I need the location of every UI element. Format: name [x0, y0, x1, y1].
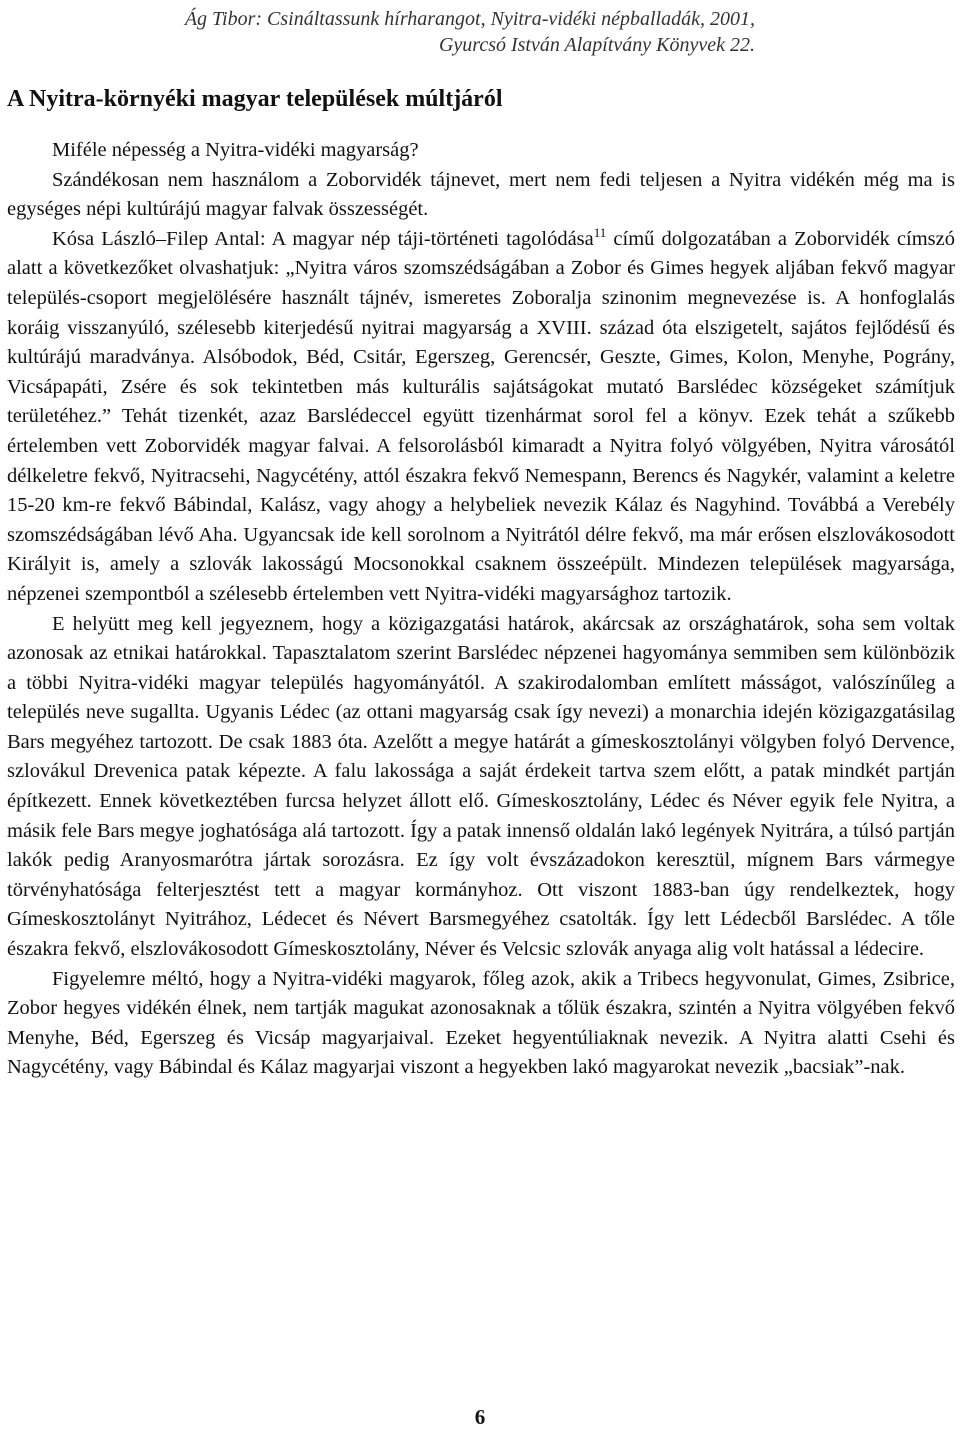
citation-line-2: Gyurcsó István Alapítvány Könyvek 22. — [438, 34, 755, 56]
body-text — [7, 136, 955, 1083]
paragraph-borders: E helyütt meg kell jegyeznem, hogy a közigazgatási határok, akárcsak az országhatárok, soha sem voltak azonosak az etnikai határokkal. Tapasztalatom szerint Barslédec népzenei hagyománya semmiben sem különbözik a többi Nyitra-vidéki magyar település hagyományától. A szakirodalomban említett másságot, valószínűleg a település neve sugallta. Ugyanis Lédec (az ottani magyarság csak így nevezi) a monarchia idején közigazgatásilag Bars megyéhez tartozott. De csak 1883 óta. Azelőtt a megye határát a gímeskosztolányi völgyben folyó Dervence, szlovákul Drevenica patak képezte. A falu lakossága a saját érdekeit tartva szem előtt, a patak mindkét partján építkezett. Ennek következtében furcsa helyzet állott elő. Gímeskosztolány, Lédec és Néver egyik fele Nyitra, a másik fele Bars megye joghatósága alá tartozott. Így a patak innenső oldalán lakó legények Nyitrára, a túlsó partján lakók pedig Aranyosmarótra jártak sorozásra. Ez így volt évszázadokon keresztül, mígnem Bars vármegye törvényhatósága felterjesztést tett a magyar kormányhoz. Ott viszont 1883-ban úgy rendelkeztek, hogy Gímeskosztolányt Nyitrához, Lédecet és Névert Barsmegyéhez csatolták. Így lett Lédecből Barslédec. A tőle északra fekvő, elszlovákosodott Gímeskosztolány, Néver és Velcsic szlovák anyaga alig volt hatással a lédecire. — [7, 612, 955, 961]
page-number: 6 — [474, 1405, 486, 1429]
paragraph-intro: Szándékosan nem használom a Zoborvidék tájnevet, mert nem fedi teljesen a Nyitra vidékén még ma is egységes népi kultúrájú magyar falvak összességét. — [7, 168, 955, 221]
paragraph-identity: Figyelemre méltó, hogy a Nyitra-vidéki magyarok, főleg azok, akik a Tribecs hegyvonulat, Gimes, Zsibrice, Zobor hegyes vidékén élnek, nem tartják magukat azonosaknak a tőlük északra, szintén a Nyitra völgyében fekvő Menyhe, Béd, Egerszeg és Vicsáp magyarjaival. Ezeket hegyentúliaknak nevezik. A Nyitra alatti Csehi és Nagycétény, vagy Bábindal és Kálaz magyarjai viszont a hegyekben lakó magyarokat nevezik „bacsiak”-nak. — [7, 967, 955, 1079]
footnote-reference[interactable]: 11 — [593, 224, 607, 240]
citation-line-1: Ág Tibor: Csináltassunk hírharangot, Nyitra-vidéki népballadák, 2001, — [184, 8, 755, 30]
paragraph-zoborvidek — [7, 225, 955, 610]
paragraph-question: Miféle népesség a Nyitra-vidéki magyarság? — [52, 139, 419, 161]
document-page — [7, 6, 955, 1083]
citation-header — [7, 6, 755, 58]
chapter-title: A Nyitra-környéki magyar települések múltjáról — [7, 86, 503, 112]
paragraph-zoborvidek-rest: című dolgozatában a Zoborvidék címszó alatt a következőket olvashatjuk: „Nyitra város szomszédságában a Zobor és Gimes hegyek aljában fekvő magyar település-csoport megjelölésére használt tájnév, ismeretes Zoboralja szinonim megnevezése is. A honfoglalás koráig visszanyúló, szélesebb kiterjedésű nyitrai magyarság a XVIII. század óta elszigetelt, sajátos fejlődésű és kultúrájú maradványa. Alsóbodok, Béd, Csitár, Egerszeg, Gerencsér, Geszte, Gimes, Kolon, Menyhe, Pográny, Vicsápapáti, Zsére és sok tekintetben más kulturális sajátságokat mutató Barslédec községeket számítjuk területéhez.” Tehát tizenkét, azaz Barslédeccel együtt tizenhármat sorol fel a könyv. Ezek tehát a szűkebb értelemben vett Zoborvidék magyar falvai. A felsorolásból kimaradt a Nyitra folyó völgyében, Nyitra városától délkeletre fekvő, Nyitracsehi, Nagycétény, attól északra fekvő Nemespann, Berencs és Nagykér, valamint a keletre 15-20 km-re fekvő Bábindal, Kalász, vagy ahogy a helybeliek nevezik Kálaz és Nagyhind. Továbbá a Verebély szomszédságában lévő Aha. Ugyancsak ide kell sorolnom a Nyitrától délre fekvő, ma már erősen elszlovákosodott Királyit is, amely a szlovák lakosságú Mocsonokkal csaknem összeépült. Mindezen települések magyarsága, népzenei szempontból a szélesebb értelemben vett Nyitra-vidéki magyarsághoz tartozik. — [7, 227, 955, 605]
paragraph-zoborvidek-start: Kósa László–Filep Antal: A magyar nép táji-történeti tagolódása — [52, 227, 594, 250]
